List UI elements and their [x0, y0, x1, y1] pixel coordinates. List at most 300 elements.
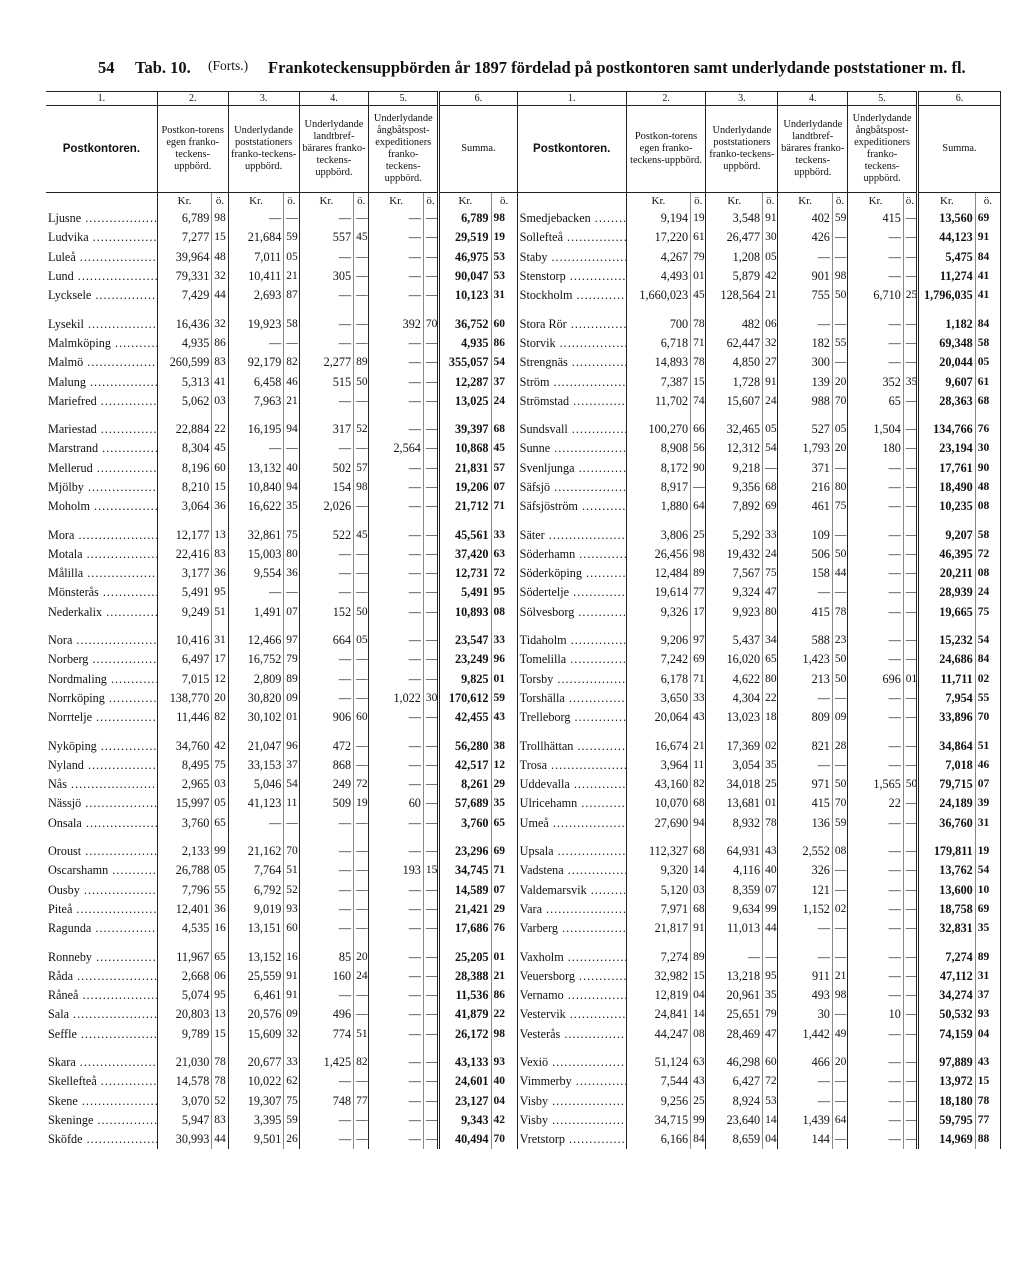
amount-kr: 8,917: [626, 478, 690, 497]
amount-kr: 9,789: [157, 1025, 212, 1044]
table-row: [46, 545, 1001, 564]
office-name: Oscarshamn .....: [46, 861, 157, 880]
amount-kr: —: [848, 1091, 904, 1110]
office-name: Råda .....: [46, 967, 157, 986]
amount-ore: —: [903, 986, 917, 1005]
amount-kr: 51,124: [626, 1053, 690, 1072]
amount-ore: 02: [832, 900, 847, 919]
sum-kr: 50,532: [917, 1005, 975, 1024]
amount-kr: 664: [299, 631, 354, 650]
unit-ore: ö.: [903, 193, 917, 210]
amount-kr: 14,893: [626, 353, 690, 372]
table-row: [46, 1111, 1001, 1130]
unit-ore: ö.: [832, 193, 847, 210]
amount-kr: 12,819: [626, 986, 690, 1005]
amount-ore: 43: [691, 708, 706, 727]
amount-kr: 10,416: [157, 631, 212, 650]
amount-kr: —: [706, 947, 763, 966]
table-row: [46, 986, 1001, 1005]
amount-kr: 4,850: [706, 353, 763, 372]
amount-ore: 34: [763, 631, 778, 650]
amount-kr: 5,062: [157, 392, 212, 411]
amount-ore: 99: [691, 1111, 706, 1130]
amount-kr: —: [369, 881, 424, 900]
amount-ore: 05: [212, 861, 228, 880]
colnum: 5.: [369, 92, 439, 106]
amount-ore: —: [832, 756, 847, 775]
amount-kr: —: [848, 881, 904, 900]
amount-kr: —: [848, 497, 904, 516]
amount-ore: 01: [763, 794, 778, 813]
office-name: Lycksele .....: [46, 286, 157, 305]
amount-ore: 91: [763, 372, 778, 391]
amount-kr: 6,461: [228, 986, 284, 1005]
table-row: [46, 1072, 1001, 1091]
table-row: [46, 1130, 1001, 1149]
amount-kr: 700: [626, 314, 690, 333]
amount-kr: —: [369, 228, 424, 247]
amount-kr: 144: [778, 1130, 833, 1149]
amount-ore: 80: [832, 478, 847, 497]
amount-kr: 9,256: [626, 1091, 690, 1110]
unit-kr: Kr.: [157, 193, 212, 210]
units-row: [46, 193, 1001, 210]
colnum: 6.: [917, 92, 1000, 106]
amount-ore: 05: [284, 248, 299, 267]
office-name: Mjölby .....: [46, 478, 157, 497]
amount-kr: —: [848, 631, 904, 650]
office-name: Torsby .....: [517, 670, 626, 689]
amount-ore: —: [423, 814, 438, 833]
amount-ore: —: [903, 650, 917, 669]
sum-kr: 10,235: [917, 497, 975, 516]
amount-ore: 36: [212, 564, 228, 583]
sum-kr: 8,261: [439, 775, 491, 794]
sum-ore: 71: [491, 497, 517, 516]
amount-ore: 80: [763, 603, 778, 622]
amount-ore: 22: [212, 420, 228, 439]
amount-kr: 3,070: [157, 1091, 212, 1110]
amount-ore: 01: [903, 670, 917, 689]
amount-kr: 30,993: [157, 1130, 212, 1149]
amount-kr: —: [369, 1091, 424, 1110]
amount-kr: —: [369, 670, 424, 689]
amount-ore: —: [354, 670, 369, 689]
sum-ore: 35: [975, 919, 1000, 938]
amount-kr: 2,026: [299, 497, 354, 516]
amount-kr: 496: [299, 1005, 354, 1024]
sum-kr: 6,789: [439, 209, 491, 228]
amount-kr: —: [848, 689, 904, 708]
amount-ore: —: [903, 814, 917, 833]
amount-ore: 05: [354, 631, 369, 650]
amount-kr: 493: [778, 986, 833, 1005]
sum-ore: 84: [975, 650, 1000, 669]
table-row: [46, 967, 1001, 986]
sum-kr: 21,421: [439, 900, 491, 919]
office-name: Lysekil .....: [46, 314, 157, 333]
sum-kr: 12,287: [439, 372, 491, 391]
office-name: Skellefteå .....: [46, 1072, 157, 1091]
amount-ore: —: [423, 900, 438, 919]
amount-ore: —: [903, 478, 917, 497]
amount-ore: 70: [832, 794, 847, 813]
amount-ore: —: [423, 334, 438, 353]
amount-ore: —: [423, 583, 438, 602]
amount-ore: —: [354, 1130, 369, 1149]
amount-ore: 78: [691, 314, 706, 333]
amount-ore: 20: [832, 372, 847, 391]
amount-ore: 90: [691, 459, 706, 478]
amount-ore: 35: [763, 756, 778, 775]
amount-ore: 82: [212, 708, 228, 727]
amount-ore: 31: [212, 631, 228, 650]
amount-ore: —: [903, 708, 917, 727]
amount-ore: 33: [284, 1053, 299, 1072]
amount-ore: 64: [832, 1111, 847, 1130]
sum-ore: 07: [491, 881, 517, 900]
amount-kr: 21,684: [228, 228, 284, 247]
office-name: Uddevalla .....: [517, 775, 626, 794]
colnum: 3.: [228, 92, 299, 106]
amount-kr: —: [369, 545, 424, 564]
amount-kr: —: [299, 814, 354, 833]
office-name: Stora Rör .....: [517, 314, 626, 333]
amount-kr: 15,003: [228, 545, 284, 564]
amount-kr: 906: [299, 708, 354, 727]
amount-kr: 5,313: [157, 372, 212, 391]
sum-kr: 179,811: [917, 842, 975, 861]
amount-ore: 60: [354, 708, 369, 727]
amount-kr: 7,963: [228, 392, 284, 411]
amount-ore: 91: [763, 209, 778, 228]
office-name: Säfsjö .....: [517, 478, 626, 497]
amount-ore: 27: [763, 353, 778, 372]
amount-ore: —: [423, 1130, 438, 1149]
amount-kr: —: [299, 919, 354, 938]
amount-kr: —: [778, 947, 833, 966]
amount-kr: 9,320: [626, 861, 690, 880]
amount-kr: 7,015: [157, 670, 212, 689]
amount-ore: 04: [691, 986, 706, 1005]
sum-kr: 44,123: [917, 228, 975, 247]
sum-kr: 47,112: [917, 967, 975, 986]
amount-ore: —: [903, 881, 917, 900]
office-name: Torshälla .....: [517, 689, 626, 708]
page-title: Frankoteckensuppbörden år 1897 fördelad på postkontoren samt underlydande poststationer m. fl.: [268, 58, 966, 77]
amount-ore: 56: [691, 439, 706, 458]
office-name: Valdemarsvik .....: [517, 881, 626, 900]
amount-ore: —: [903, 861, 917, 880]
amount-ore: —: [903, 353, 917, 372]
header-landtbref: Underlydande landtbref-bärares franko-teckens-uppbörd.: [299, 106, 369, 193]
amount-ore: 55: [212, 881, 228, 900]
amount-kr: 158: [778, 564, 833, 583]
amount-ore: —: [354, 986, 369, 1005]
amount-ore: 63: [691, 1053, 706, 1072]
amount-kr: 11,967: [157, 947, 212, 966]
amount-kr: 180: [848, 439, 904, 458]
amount-ore: —: [903, 439, 917, 458]
sum-kr: 170,612: [439, 689, 491, 708]
sum-ore: 53: [491, 248, 517, 267]
sum-kr: 23,249: [439, 650, 491, 669]
amount-kr: 988: [778, 392, 833, 411]
sum-kr: 40,494: [439, 1130, 491, 1149]
sum-kr: 17,686: [439, 919, 491, 938]
amount-kr: —: [299, 439, 354, 458]
sum-ore: 70: [975, 708, 1000, 727]
sum-kr: 24,601: [439, 1072, 491, 1091]
amount-kr: 1,423: [778, 650, 833, 669]
office-name: Vretstorp .....: [517, 1130, 626, 1149]
amount-kr: 12,177: [157, 525, 212, 544]
table-row: [46, 497, 1001, 516]
office-name: Lund .....: [46, 267, 157, 286]
amount-kr: 415: [778, 603, 833, 622]
amount-ore: 50: [832, 286, 847, 305]
amount-kr: 8,304: [157, 439, 212, 458]
office-name: Marstrand .....: [46, 439, 157, 458]
sum-ore: 22: [491, 1005, 517, 1024]
sum-kr: 26,172: [439, 1025, 491, 1044]
sum-ore: 08: [975, 564, 1000, 583]
group-spacer: [46, 727, 1001, 736]
amount-ore: 62: [284, 1072, 299, 1091]
amount-ore: 52: [212, 1091, 228, 1110]
amount-kr: 7,429: [157, 286, 212, 305]
amount-ore: —: [423, 967, 438, 986]
amount-ore: 98: [691, 545, 706, 564]
sum-ore: 70: [491, 1130, 517, 1149]
statistics-table: [46, 91, 1001, 1149]
amount-ore: —: [903, 420, 917, 439]
sum-ore: 51: [975, 736, 1000, 755]
office-name: Ronneby .....: [46, 947, 157, 966]
sum-kr: 97,889: [917, 1053, 975, 1072]
amount-ore: 65: [212, 814, 228, 833]
amount-kr: 10,840: [228, 478, 284, 497]
amount-ore: 72: [763, 1072, 778, 1091]
amount-kr: 3,650: [626, 689, 690, 708]
sum-ore: 72: [975, 545, 1000, 564]
amount-kr: 112,327: [626, 842, 690, 861]
amount-kr: —: [369, 1130, 424, 1149]
table-row: [46, 1005, 1001, 1024]
office-name: Svenljunga .....: [517, 459, 626, 478]
amount-kr: 6,710: [848, 286, 904, 305]
amount-kr: —: [369, 1025, 424, 1044]
amount-ore: 96: [284, 736, 299, 755]
amount-kr: —: [848, 1025, 904, 1044]
sum-kr: 23,127: [439, 1091, 491, 1110]
sum-ore: 31: [975, 967, 1000, 986]
amount-ore: 89: [354, 353, 369, 372]
amount-kr: 2,133: [157, 842, 212, 861]
amount-ore: 36: [212, 900, 228, 919]
amount-ore: —: [903, 564, 917, 583]
header-summa: Summa.: [917, 106, 1000, 193]
colnum: 1.: [46, 92, 157, 106]
office-name: Tidaholm .....: [517, 631, 626, 650]
amount-ore: 35: [284, 497, 299, 516]
amount-kr: 30: [778, 1005, 833, 1024]
office-name: Ragunda .....: [46, 919, 157, 938]
amount-ore: 20: [832, 1053, 847, 1072]
amount-ore: 03: [212, 775, 228, 794]
amount-kr: 1,442: [778, 1025, 833, 1044]
sum-ore: 42: [491, 1111, 517, 1130]
amount-kr: 17,369: [706, 736, 763, 755]
amount-ore: —: [423, 420, 438, 439]
amount-kr: 8,172: [626, 459, 690, 478]
amount-kr: —: [369, 478, 424, 497]
table-body: [46, 209, 1001, 1149]
amount-kr: 1,425: [299, 1053, 354, 1072]
sum-ore: 96: [491, 650, 517, 669]
office-name: Söderköping .....: [517, 564, 626, 583]
amount-kr: 7,277: [157, 228, 212, 247]
amount-kr: 7,544: [626, 1072, 690, 1091]
amount-ore: 84: [691, 1130, 706, 1149]
sum-ore: 33: [491, 525, 517, 544]
sum-kr: 56,280: [439, 736, 491, 755]
page-number: 54: [98, 58, 115, 77]
amount-ore: —: [423, 736, 438, 755]
amount-kr: 19,307: [228, 1091, 284, 1110]
sum-kr: 19,206: [439, 478, 491, 497]
amount-kr: —: [848, 1053, 904, 1072]
amount-ore: 11: [284, 794, 299, 813]
amount-ore: —: [423, 525, 438, 544]
amount-ore: —: [423, 248, 438, 267]
amount-kr: 3,760: [157, 814, 212, 833]
amount-kr: 12,401: [157, 900, 212, 919]
sum-kr: 10,123: [439, 286, 491, 305]
sum-ore: 95: [491, 583, 517, 602]
amount-kr: —: [299, 986, 354, 1005]
amount-ore: 32: [284, 1025, 299, 1044]
amount-kr: 34,018: [706, 775, 763, 794]
amount-ore: 51: [354, 1025, 369, 1044]
office-name: Storvik .....: [517, 334, 626, 353]
sum-kr: 29,519: [439, 228, 491, 247]
amount-ore: —: [903, 967, 917, 986]
sum-kr: 57,689: [439, 794, 491, 813]
amount-kr: 461: [778, 497, 833, 516]
amount-kr: —: [299, 248, 354, 267]
amount-ore: 17: [691, 603, 706, 622]
sum-kr: 355,057: [439, 353, 491, 372]
amount-ore: —: [354, 392, 369, 411]
amount-kr: 317: [299, 420, 354, 439]
sum-ore: 04: [491, 1091, 517, 1110]
amount-kr: 911: [778, 967, 833, 986]
office-name: Vaxholm .....: [517, 947, 626, 966]
amount-ore: —: [423, 545, 438, 564]
sum-ore: 24: [975, 583, 1000, 602]
sum-kr: 18,180: [917, 1091, 975, 1110]
office-name: Södertelje .....: [517, 583, 626, 602]
amount-ore: —: [423, 228, 438, 247]
sum-ore: 46: [975, 756, 1000, 775]
amount-ore: —: [354, 583, 369, 602]
amount-ore: —: [354, 814, 369, 833]
amount-kr: 20,961: [706, 986, 763, 1005]
amount-ore: 70: [832, 392, 847, 411]
amount-kr: 15,997: [157, 794, 212, 813]
amount-ore: —: [832, 314, 847, 333]
amount-kr: 6,792: [228, 881, 284, 900]
amount-kr: 21,030: [157, 1053, 212, 1072]
amount-kr: —: [369, 248, 424, 267]
amount-kr: —: [299, 1111, 354, 1130]
amount-kr: —: [299, 842, 354, 861]
amount-ore: —: [832, 228, 847, 247]
office-name: Visby .....: [517, 1111, 626, 1130]
amount-kr: —: [369, 603, 424, 622]
amount-ore: —: [354, 919, 369, 938]
office-name: Mora .....: [46, 525, 157, 544]
amount-kr: 6,427: [706, 1072, 763, 1091]
amount-kr: 2,668: [157, 967, 212, 986]
sum-kr: 28,939: [917, 583, 975, 602]
amount-ore: 40: [763, 861, 778, 880]
sum-kr: 20,211: [917, 564, 975, 583]
amount-ore: 03: [212, 392, 228, 411]
amount-ore: 06: [763, 314, 778, 333]
amount-ore: 19: [691, 209, 706, 228]
amount-kr: 20,064: [626, 708, 690, 727]
amount-kr: 9,019: [228, 900, 284, 919]
amount-ore: —: [903, 631, 917, 650]
header-summa: Summa.: [439, 106, 518, 193]
group-spacer: [46, 1044, 1001, 1053]
amount-ore: 83: [212, 1111, 228, 1130]
amount-kr: 4,116: [706, 861, 763, 880]
amount-kr: 30,102: [228, 708, 284, 727]
sum-kr: 3,760: [439, 814, 491, 833]
amount-ore: —: [832, 459, 847, 478]
sum-kr: 11,274: [917, 267, 975, 286]
sum-ore: 10: [975, 881, 1000, 900]
sum-kr: 42,455: [439, 708, 491, 727]
sum-ore: 72: [491, 564, 517, 583]
amount-ore: 94: [284, 420, 299, 439]
group-spacer: [46, 305, 1001, 314]
colnum: 1.: [517, 92, 626, 106]
header-egen: Postkon-torens egen franko-teckens-uppbörd.: [626, 106, 706, 193]
amount-kr: 402: [778, 209, 833, 228]
amount-ore: 20: [832, 439, 847, 458]
amount-ore: 21: [284, 392, 299, 411]
amount-ore: 42: [212, 736, 228, 755]
amount-kr: 3,177: [157, 564, 212, 583]
amount-ore: 54: [284, 775, 299, 794]
sum-kr: 42,517: [439, 756, 491, 775]
amount-kr: 3,054: [706, 756, 763, 775]
amount-ore: —: [423, 842, 438, 861]
amount-ore: 59: [284, 1111, 299, 1130]
amount-ore: 83: [212, 353, 228, 372]
amount-ore: 98: [832, 986, 847, 1005]
unit-kr: Kr.: [228, 193, 284, 210]
amount-kr: 6,166: [626, 1130, 690, 1149]
amount-kr: 3,064: [157, 497, 212, 516]
amount-kr: 6,789: [157, 209, 212, 228]
amount-kr: 41,123: [228, 794, 284, 813]
sum-kr: 20,044: [917, 353, 975, 372]
